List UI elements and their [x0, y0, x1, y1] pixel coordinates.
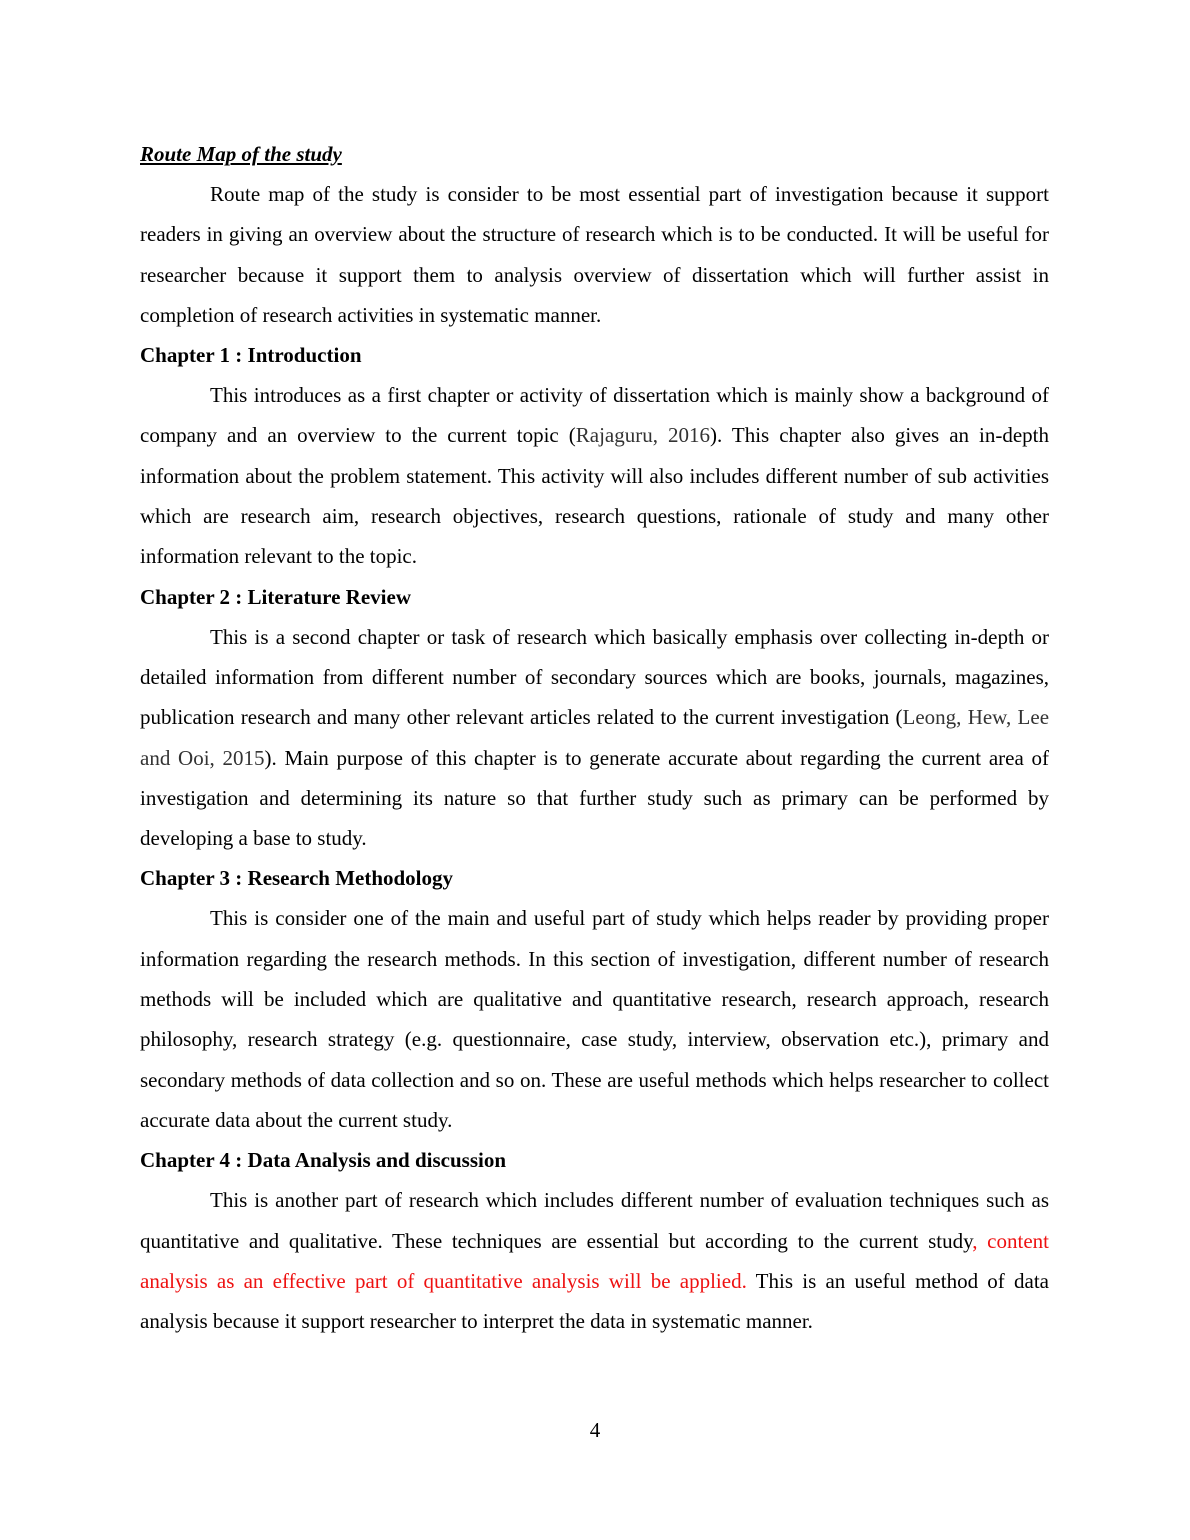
- chapter-4-text-end: This is an useful method of data analysis because it support researcher to interpret the data in systematic manner.: [140, 1268, 1050, 1334]
- chapter-2-text-start: This is a second chapter or task of research which basically emphasis over collecting in-depth or detailed information from different number of secondary sources which are books, journals, magazines, publication research and many other relevant articles related to the current investigation (: [140, 624, 1049, 730]
- chapter-1-heading: Chapter 1 : Introduction: [140, 343, 362, 368]
- chapter-4-text-start: This is another part of research which includes different number of evaluation techniques such as quantitative and qualitative. These techniques are essential but according to the current study: [140, 1188, 1049, 1253]
- chapter-1-paragraph: [140, 375, 1049, 576]
- chapter-4-highlighted-text: , content analysis as an effective part of quantitative analysis will be applied.: [140, 1228, 1049, 1293]
- chapter-1-text-end: ). This chapter also gives an in-depth information about the problem statement. This activity will also includes different number of sub activities which are research aim, research objectives, research questions, rationale of study and many other information relevant to the topic.: [140, 423, 1050, 569]
- chapter-2-heading: Chapter 2 : Literature Review: [140, 584, 411, 609]
- chapter-3-paragraph: This is consider one of the main and useful part of study which helps reader by providing proper information regarding the research methods. In this section of investigation, different number of research methods will be included which are qualitative and quantitative research, research approach, research philosophy, research strategy (e.g. questionnaire, case study, interview, observation etc.), primary and secondary methods of data collection and so on. These are useful methods which helps researcher to collect accurate data about the current study.: [140, 906, 1049, 1132]
- document-page: [140, 138, 1049, 1341]
- chapter-1-citation: Rajaguru, 2016: [575, 423, 711, 448]
- chapter-4-paragraph: [140, 1180, 1049, 1341]
- route-map-paragraph: Route map of the study is consider to be most essential part of investigation because it support readers in giving an overview about the structure of research which is to be conducted. It will be useful for researcher because it support them to analysis overview of dissertation which will further assist in completion of research activities in systematic manner.: [140, 182, 1049, 327]
- chapter-1-text-start: This introduces as a first chapter or activity of dissertation which is mainly show a background of company and an overview to the current topic (: [140, 383, 1049, 448]
- page-number: 4: [589, 1418, 601, 1442]
- route-map-heading: Route Map of the study: [140, 142, 342, 166]
- chapter-3-heading: Chapter 3 : Research Methodology: [140, 866, 454, 891]
- chapter-4-heading: Chapter 4 : Data Analysis and discussion: [140, 1148, 507, 1173]
- chapter-2-text-end: ). Main purpose of this chapter is to generate accurate about regarding the current area of investigation and determining its nature so that further study such as primary can be performed by developing a base to study.: [140, 745, 1050, 851]
- chapter-2-citation: Leong, Hew, Lee and Ooi, 2015: [140, 705, 1050, 770]
- chapter-2-paragraph: [140, 617, 1049, 859]
